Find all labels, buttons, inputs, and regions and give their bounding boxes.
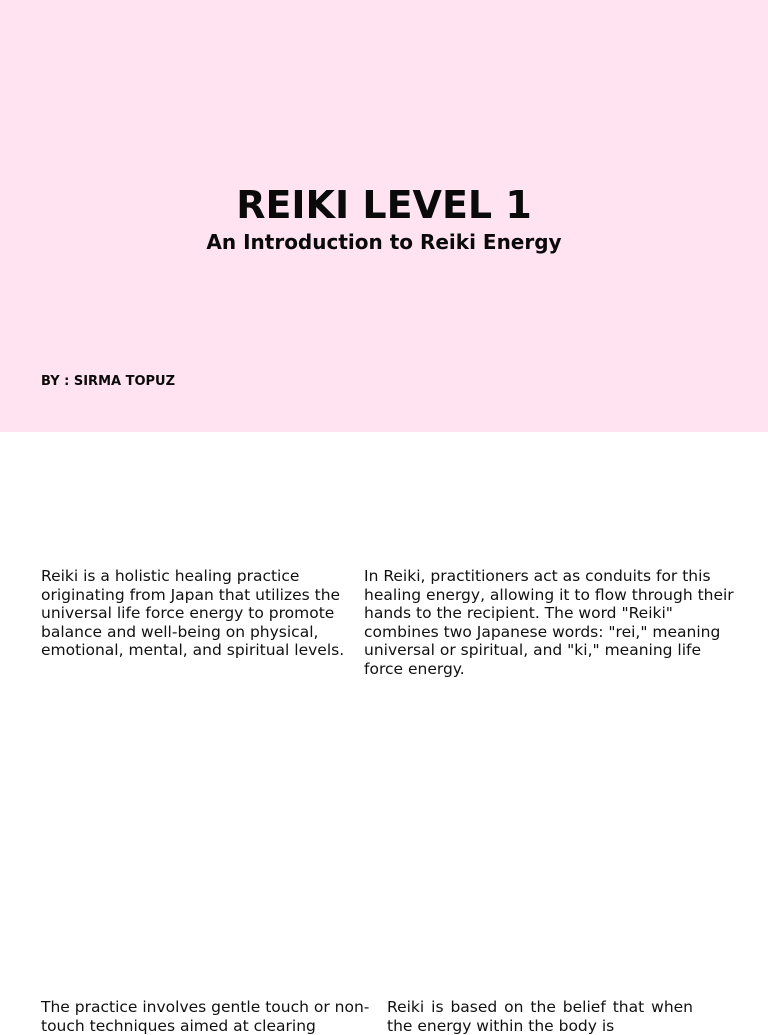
author-byline: BY : SIRMA TOPUZ — [41, 374, 176, 389]
paragraph-practitioners: In Reiki, practitioners act as conduits for this healing energy, allowing it to flow through their hands to the recipient. The word "Reiki" combines two Japanese words: "rei," meaning universal or spiritual, and "ki," meaning life force energy. — [364, 567, 734, 678]
cover-section — [0, 0, 768, 432]
paragraph-reiki-definition: Reiki is a holistic healing practice originating from Japan that utilizes the universal life force energy to promote balance and well-being on physical, emotional, mental, and spiritual levels. — [41, 567, 345, 660]
document-title: REIKI LEVEL 1 — [236, 183, 532, 227]
paragraph-practice-techniques: The practice involves gentle touch or non-touch techniques aimed at clearing — [41, 998, 370, 1035]
document-subtitle: An Introduction to Reiki Energy — [206, 230, 562, 254]
paragraph-energy-belief: Reiki is based on the belief that when the energy within the body is — [387, 998, 693, 1035]
